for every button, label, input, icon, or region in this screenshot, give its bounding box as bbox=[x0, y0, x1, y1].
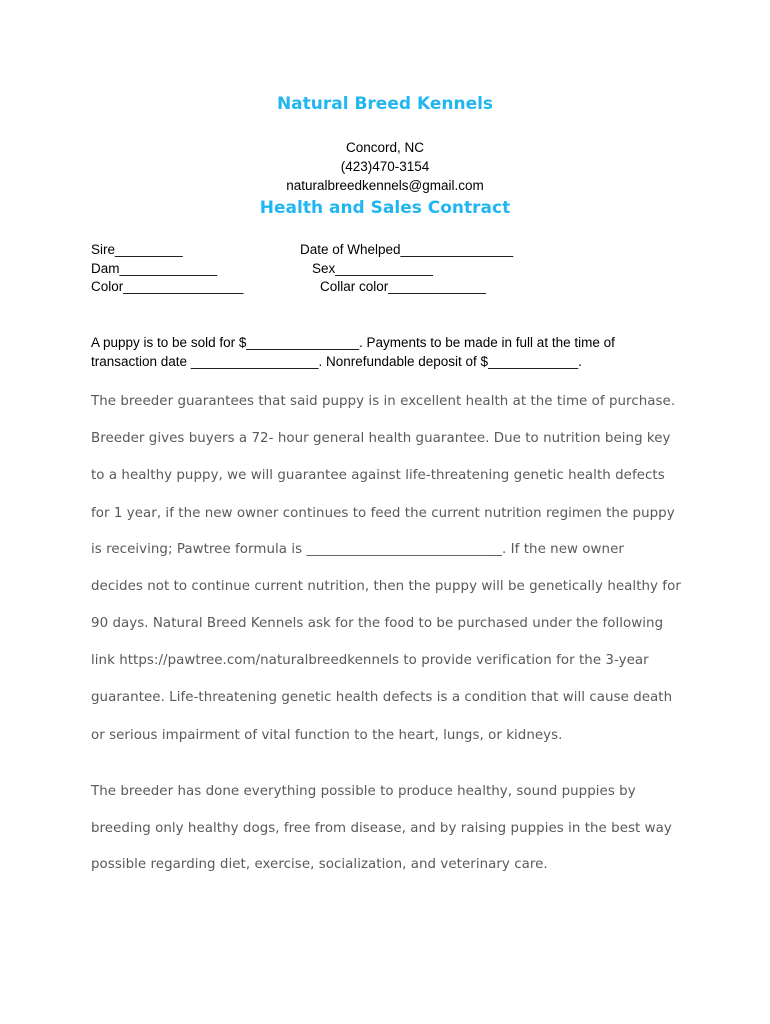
guarantee-line: Breeder gives buyers a 72- hour general health guarantee. Due to nutrition being key bbox=[91, 431, 671, 446]
breeder-line: breeding only healthy dogs, free from disease, and by raising puppies in the best way bbox=[91, 821, 672, 836]
breeder-line: The breeder has done everything possible to produce healthy, sound puppies by bbox=[91, 784, 636, 799]
kennel-phone: (423)470-3154 bbox=[340, 159, 430, 174]
guarantee-line: or serious impairment of vital function to the heart, lungs, or kidneys. bbox=[91, 728, 563, 743]
guarantee-line: guarantee. Life-threatening genetic health defects is a condition that will cause death bbox=[91, 690, 673, 705]
date-of-whelped-field: Date of Whelped_______________ bbox=[300, 242, 514, 257]
guarantee-line: The breeder guarantees that said puppy is in excellent health at the time of purchase. bbox=[91, 394, 676, 409]
color-field: Color________________ bbox=[91, 279, 244, 294]
guarantee-line: to a healthy puppy, we will guarantee against life-threatening genetic health defects bbox=[91, 468, 665, 483]
guarantee-line: for 1 year, if the new owner continues to feed the current nutrition regimen the puppy bbox=[91, 506, 675, 521]
dam-field: Dam_____________ bbox=[91, 261, 218, 276]
collar-color-field: Collar color_____________ bbox=[320, 279, 486, 294]
guarantee-line: is receiving; Pawtree formula is _____________________________. If the new owner bbox=[91, 542, 624, 557]
contract-title: Health and Sales Contract bbox=[259, 198, 511, 218]
sex-field: Sex_____________ bbox=[312, 261, 433, 276]
sire-field: Sire_________ bbox=[91, 242, 183, 257]
guarantee-line: link https://pawtree.com/naturalbreedkennels to provide verification for the 3-year bbox=[91, 653, 649, 668]
kennel-name-title: Natural Breed Kennels bbox=[276, 94, 494, 114]
guarantee-line: decides not to continue current nutrition, then the puppy will be genetically healthy for bbox=[91, 579, 681, 594]
sale-terms-line-1: A puppy is to be sold for $_______________. Payments to be made in full at the time of bbox=[91, 335, 615, 350]
kennel-email: naturalbreedkennels@gmail.com bbox=[286, 178, 484, 193]
sale-terms-line-2: transaction date _________________. Nonrefundable deposit of $____________. bbox=[91, 354, 582, 369]
kennel-city: Concord, NC bbox=[345, 140, 425, 155]
breeder-line: possible regarding diet, exercise, socialization, and veterinary care. bbox=[91, 857, 548, 872]
guarantee-line: 90 days. Natural Breed Kennels ask for the food to be purchased under the following bbox=[91, 616, 664, 631]
